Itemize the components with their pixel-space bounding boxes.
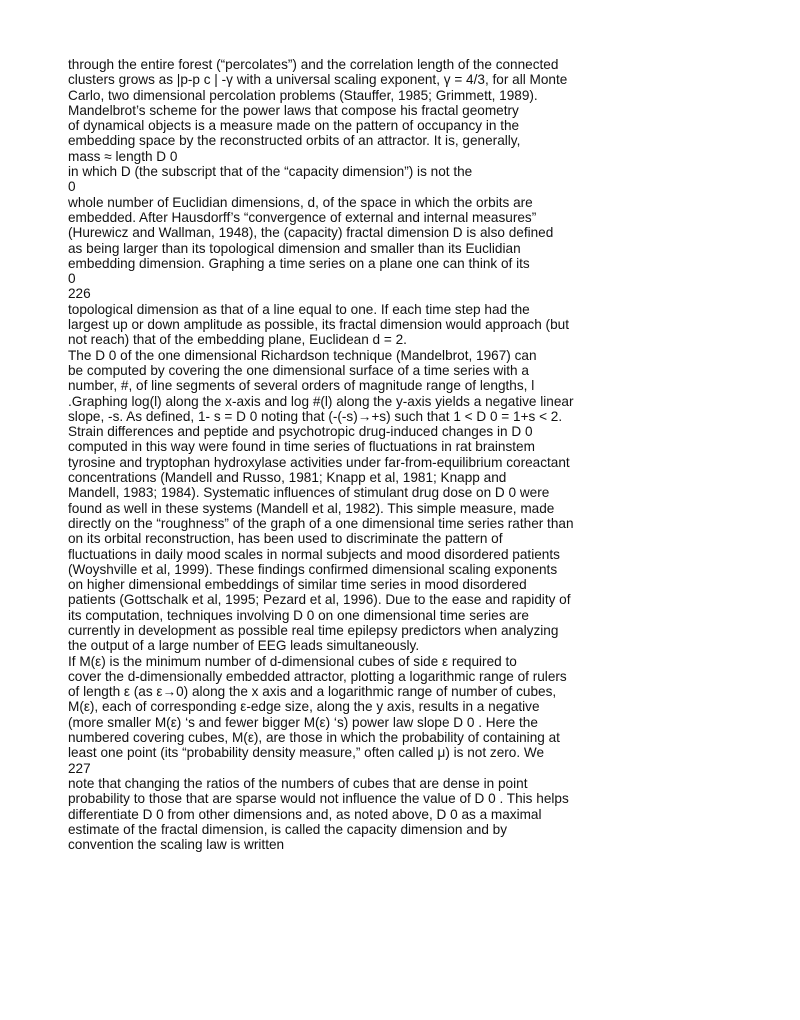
text-line: If M(ε) is the minimum number of d-dimensional cubes of side ε required to bbox=[68, 653, 517, 669]
text-line: embedded. After Hausdorff’s “convergence of external and internal measures” bbox=[68, 209, 537, 225]
text-line: fluctuations in daily mood scales in normal subjects and mood disordered patients bbox=[68, 546, 560, 562]
text-line: embedding space by the reconstructed orbits of an attractor. It is, generally, bbox=[68, 133, 521, 149]
text-line: whole number of Euclidian dimensions, d, of the space in which the orbits are bbox=[68, 194, 533, 210]
text-line: through the entire forest (“percolates”) and the correlation length of the connected bbox=[68, 57, 559, 72]
text-line: (Hurewicz and Wallman, 1948), the (capacity) fractal dimension D is also defined bbox=[68, 225, 554, 241]
text-line: directly on the “roughness” of the graph of a one dimensional time series rather than bbox=[68, 515, 574, 531]
text-line: (more smaller M(ε) ‘s and fewer bigger M(ε) ‘s) power law slope D 0 . Here the bbox=[68, 714, 538, 730]
text-line: its computation, techniques involving D 0 on one dimensional time series are bbox=[68, 607, 529, 623]
text-line: number, #, of line segments of several orders of magnitude range of lengths, l bbox=[68, 378, 535, 394]
text-line: computed in this way were found in time series of fluctuations in rat brainstem bbox=[68, 439, 535, 455]
text-line: be computed by covering the one dimensional surface of a time series with a bbox=[68, 362, 529, 378]
text-line: patients (Gottschalk et al, 1995; Pezard et al, 1996). Due to the ease and rapidity of bbox=[68, 592, 571, 608]
text-line: convention the scaling law is written bbox=[68, 837, 285, 853]
text-line: on its orbital reconstruction, has been used to discriminate the pattern of bbox=[68, 531, 503, 547]
text-line: concentrations (Mandell and Russo, 1981; Knapp et al, 1981; Knapp and bbox=[68, 470, 507, 486]
text-line: Strain differences and peptide and psychotropic drug-induced changes in D 0 bbox=[68, 424, 533, 440]
text-line: largest up or down amplitude as possible, its fractal dimension would approach (but bbox=[68, 317, 569, 333]
subscript-line: 0 bbox=[68, 179, 76, 195]
text-line: .Graphing log(l) along the x-axis and log #(l) along the y-axis yields a negative linear bbox=[68, 393, 574, 409]
text-line: of dynamical objects is a measure made on the pattern of occupancy in the bbox=[68, 118, 520, 134]
text-line: differentiate D 0 from other dimensions and, as noted above, D 0 as a maximal bbox=[68, 806, 542, 822]
subscript-line: 0 bbox=[68, 271, 76, 287]
text-line: the output of a large number of EEG leads simultaneously. bbox=[68, 638, 420, 654]
equation-line: mass ≈ length D 0 bbox=[68, 148, 178, 164]
text-line: probability to those that are sparse would not influence the value of D 0 . This helps bbox=[68, 791, 569, 807]
text-line: Mandelbrot’s scheme for the power laws that compose his fractal geometry bbox=[68, 102, 519, 118]
text-line: topological dimension as that of a line equal to one. If each time step had the bbox=[68, 301, 530, 317]
text-line: Mandell, 1983; 1984). Systematic influences of stimulant drug dose on D 0 were bbox=[68, 485, 550, 501]
text-line: note that changing the ratios of the numbers of cubes that are dense in point bbox=[68, 775, 528, 791]
text-line: numbered covering cubes, M(ε), are those in which the probability of containing at bbox=[68, 730, 560, 746]
text-line: currently in development as possible real time epilepsy predictors when analyzing bbox=[68, 622, 559, 638]
text-line: (Woyshville et al, 1999). These findings confirmed dimensional scaling exponents bbox=[68, 561, 558, 577]
text-line: as being larger than its topological dimension and smaller than its Euclidian bbox=[68, 240, 521, 256]
text-line: on higher dimensional embeddings of similar time series in mood disordered bbox=[68, 577, 527, 593]
document-page bbox=[68, 57, 788, 852]
text-line: embedding dimension. Graphing a time series on a plane one can think of its bbox=[68, 255, 530, 271]
text-line: estimate of the fractal dimension, is called the capacity dimension and by bbox=[68, 821, 508, 837]
text-line: in which D (the subscript that of the “capacity dimension”) is not the bbox=[68, 164, 473, 180]
text-line: not reach) that of the embedding plane, Euclidean d = 2. bbox=[68, 332, 407, 348]
text-line: tyrosine and tryptophan hydroxylase activities under far-from-equilibrium coreactant bbox=[68, 454, 570, 470]
text-line: of length ε (as ε→0) along the x axis and a logarithmic range of number of cubes, bbox=[68, 684, 557, 700]
text-line: M(ε), each of corresponding ε-edge size, along the y axis, results in a negative bbox=[68, 699, 540, 715]
text-line: slope, -s. As defined, 1- s = D 0 noting that (-(-s)→+s) such that 1 < D 0 = 1+s < 2. bbox=[68, 408, 563, 424]
text-line: least one point (its “probability density measure,” often called μ) is not zero. We bbox=[68, 745, 545, 761]
page-number: 227 bbox=[68, 760, 91, 776]
text-line: The D 0 of the one dimensional Richardson technique (Mandelbrot, 1967) can bbox=[68, 347, 537, 363]
text-line: clusters grows as |p-p c | -γ with a universal scaling exponent, γ = 4/3, for all Monte bbox=[68, 72, 568, 88]
text-line: found as well in these systems (Mandell et al, 1982). This simple measure, made bbox=[68, 500, 555, 516]
page-number: 226 bbox=[68, 286, 91, 302]
text-line: cover the d-dimensionally embedded attractor, plotting a logarithmic range of rulers bbox=[68, 668, 567, 684]
text-line: Carlo, two dimensional percolation problems (Stauffer, 1985; Grimmett, 1989). bbox=[68, 87, 538, 103]
